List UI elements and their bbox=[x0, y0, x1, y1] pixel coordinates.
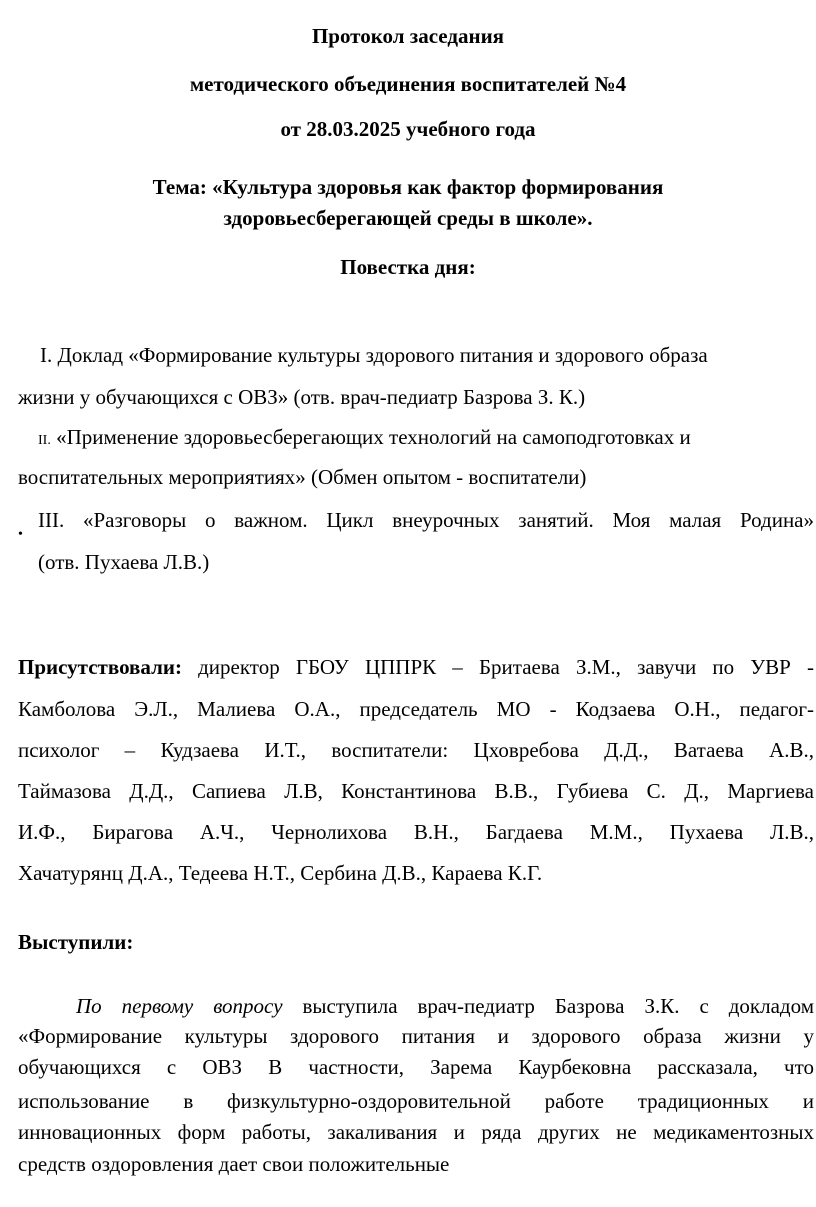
agenda-item-2-continued: воспитательных мероприятиях» (Обмен опытом - воспитатели) bbox=[18, 465, 587, 489]
speakers-line-2: «Формирование культуры здорового питания и здорового образа жизни у bbox=[18, 1024, 814, 1048]
theme-line-1: Тема: «Культура здоровья как фактор формирования bbox=[152, 175, 664, 199]
agenda-item-3-continued: (отв. Пухаева Л.В.) bbox=[38, 550, 210, 574]
first-question-label: По первому вопросу bbox=[76, 994, 283, 1018]
agenda-item-1-text: Доклад «Формирование культуры здорового питания и здорового образа bbox=[57, 343, 708, 367]
speakers-line-4: использование в физкультурно-оздоровительной работе традиционных и bbox=[18, 1089, 814, 1113]
speakers-line-6: средств оздоровления дает свои положительные bbox=[18, 1152, 450, 1176]
protocol-subtitle: методического объединения воспитателей №4 bbox=[189, 72, 627, 96]
protocol-title: Протокол заседания bbox=[311, 24, 505, 48]
agenda-item-1-continued: жизни у обучающихся с ОВЗ» (отв. врач-педиатр Базрова З. К.) bbox=[18, 385, 586, 409]
agenda-heading: Повестка дня: bbox=[340, 255, 476, 279]
agenda-item-2-text: «Применение здоровьесберегающих технологий на самоподготовках и bbox=[56, 425, 691, 449]
attendees-line-2: Камболова Э.Л., Малиева О.А., председатель МО - Кодзаева О.Н., педагог- bbox=[18, 697, 814, 721]
attendees-line-5: И.Ф., Бирагова А.Ч., Чернолихова В.Н., Багдаева М.М., Пухаева Л.В., bbox=[18, 820, 814, 844]
agenda-item-2 bbox=[38, 425, 691, 450]
attendees-line-4: Таймазова Д.Д., Сапиева Л.В, Константинова В.В., Губиева С. Д., Маргиева bbox=[18, 779, 814, 803]
speakers-line-1 bbox=[76, 994, 814, 1019]
theme-line-2: здоровьесберегающей среды в школе». bbox=[223, 206, 593, 230]
attendees-label: Присутствовали: bbox=[18, 655, 182, 679]
agenda-item-3 bbox=[38, 508, 814, 533]
agenda-item-3-numeral: III. bbox=[38, 508, 65, 532]
speakers-line-5: инновационных форм работы, закаливания и ряда других не медикаментозных bbox=[18, 1120, 814, 1144]
attendees-line-1 bbox=[18, 655, 814, 680]
attendees-text-1: директор ГБОУ ЦППРК – Бритаева З.М., завучи по УВР - bbox=[198, 655, 814, 679]
protocol-date: от 28.03.2025 учебного года bbox=[280, 117, 536, 141]
agenda-item-3-bullet: • bbox=[18, 527, 23, 542]
agenda-item-1 bbox=[40, 343, 708, 368]
agenda-item-3-text: «Разговоры о важном. Цикл внеурочных занятий. Моя малая Родина» bbox=[83, 508, 815, 532]
speakers-heading: Выступили: bbox=[18, 930, 134, 954]
agenda-item-2-numeral: II. bbox=[38, 433, 51, 448]
attendees-line-6: Хачатурянц Д.А., Тедеева Н.Т., Сербина Д.В., Караева К.Г. bbox=[18, 861, 543, 885]
attendees-line-3: психолог – Кудзаева И.Т., воспитатели: Цховребова Д.Д., Ватаева А.В., bbox=[18, 738, 814, 762]
speakers-text-1: выступила врач-педиатр Базрова З.К. с докладом bbox=[302, 994, 815, 1018]
speakers-line-3: обучающихся с ОВЗ В частности, Зарема Каурбековна рассказала, что bbox=[18, 1055, 814, 1079]
agenda-item-1-numeral: I. bbox=[40, 343, 53, 367]
